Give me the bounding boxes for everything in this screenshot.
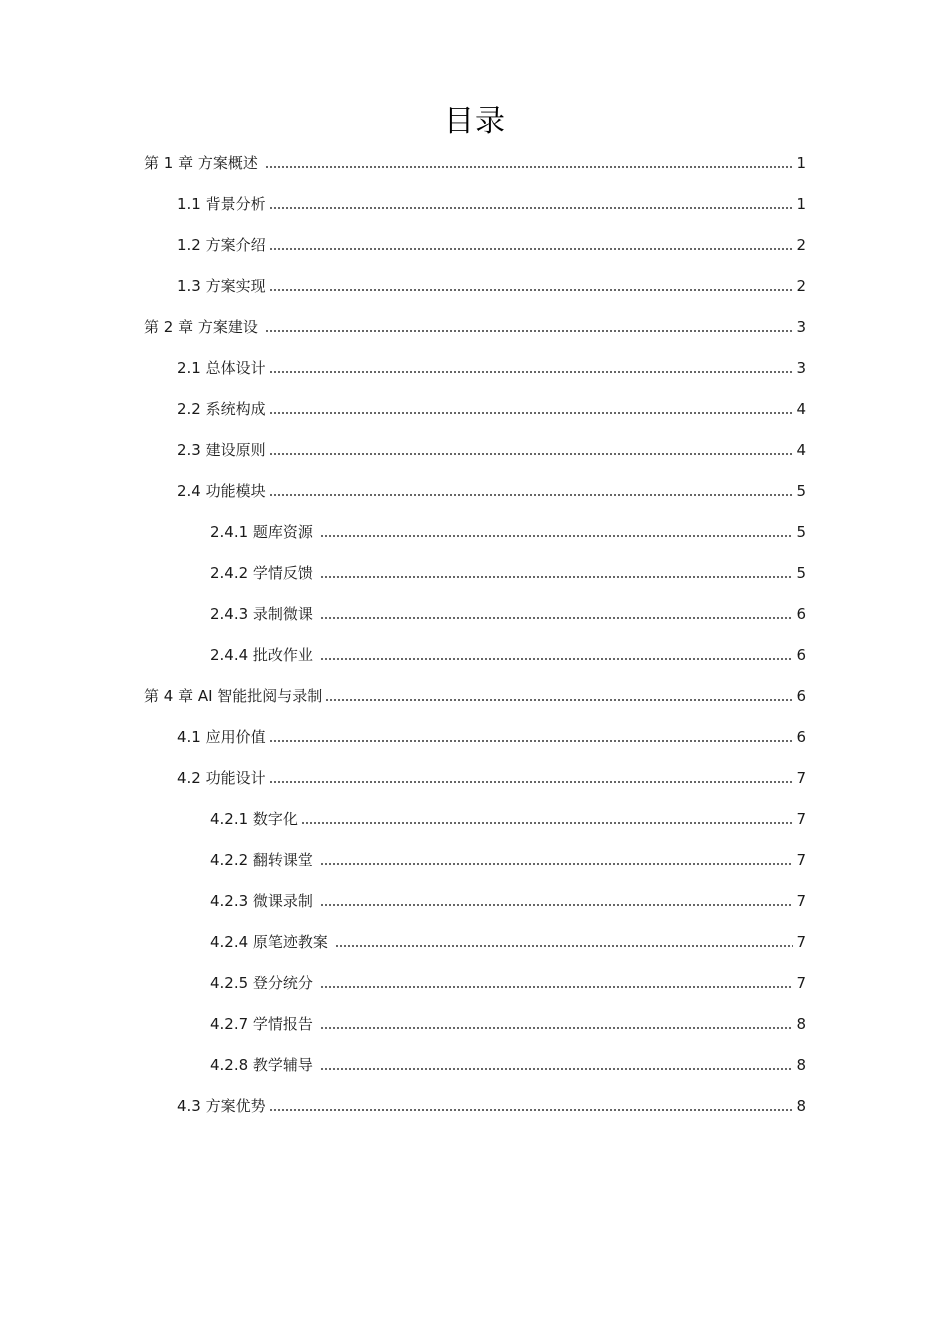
toc-entry-page: 7 xyxy=(796,851,806,869)
toc-entry-page: 4 xyxy=(796,400,806,418)
toc-entry-label: 4.2.4 原笔迹教案 xyxy=(210,933,328,951)
toc-entry-2-4-4[interactable] xyxy=(210,643,806,665)
toc-entry-label: 第 2 章 方案建设 xyxy=(144,318,258,336)
toc-entry-chapter-1[interactable] xyxy=(144,151,806,173)
dot-leader xyxy=(320,985,794,989)
toc-entry-page: 2 xyxy=(796,236,806,254)
toc-entry-1-3[interactable] xyxy=(177,274,806,296)
toc-entry-chapter-2[interactable] xyxy=(144,315,806,337)
toc-entry-4-2-5[interactable] xyxy=(210,971,806,993)
toc-entry-4-3[interactable] xyxy=(177,1094,806,1116)
toc-entry-label: 4.2.2 翻转课堂 xyxy=(210,851,313,869)
toc-entry-label: 4.3 方案优势 xyxy=(177,1097,266,1115)
dot-leader xyxy=(301,821,794,825)
toc-entry-4-2-4[interactable] xyxy=(210,930,806,952)
dot-leader xyxy=(269,780,794,784)
toc-entry-page: 3 xyxy=(796,318,806,336)
toc-entry-page: 2 xyxy=(796,277,806,295)
toc-entry-4-1[interactable] xyxy=(177,725,806,747)
dot-leader xyxy=(325,698,793,702)
toc-entry-page: 7 xyxy=(796,974,806,992)
toc-entry-page: 1 xyxy=(796,195,806,213)
toc-entry-4-2-1[interactable] xyxy=(210,807,806,829)
dot-leader xyxy=(320,534,794,538)
toc-entry-page: 4 xyxy=(796,441,806,459)
toc-entry-label: 第 4 章 AI 智能批阅与录制 xyxy=(144,687,323,705)
toc-entry-label: 2.1 总体设计 xyxy=(177,359,266,377)
dot-leader xyxy=(269,370,794,374)
dot-leader xyxy=(269,288,794,292)
dot-leader xyxy=(265,329,794,333)
toc-entry-2-4-3[interactable] xyxy=(210,602,806,624)
toc-entry-label: 1.2 方案介绍 xyxy=(177,236,266,254)
toc-entry-page: 8 xyxy=(796,1015,806,1033)
dot-leader xyxy=(320,1067,794,1071)
toc-entry-4-2[interactable] xyxy=(177,766,806,788)
toc-entry-page: 6 xyxy=(796,728,806,746)
toc-entry-page: 5 xyxy=(796,564,806,582)
dot-leader xyxy=(269,206,794,210)
dot-leader xyxy=(320,616,794,620)
dot-leader xyxy=(265,165,794,169)
toc-entry-label: 4.2.7 学情报告 xyxy=(210,1015,313,1033)
toc-entry-label: 4.2.3 微课录制 xyxy=(210,892,313,910)
toc-entry-page: 7 xyxy=(796,769,806,787)
toc-entry-label: 2.4.2 学情反馈 xyxy=(210,564,313,582)
toc-entry-1-1[interactable] xyxy=(177,192,806,214)
toc-entry-2-4-2[interactable] xyxy=(210,561,806,583)
toc-entry-label: 2.4.1 题库资源 xyxy=(210,523,313,541)
dot-leader xyxy=(269,411,794,415)
toc-entry-page: 6 xyxy=(796,646,806,664)
toc-entry-page: 5 xyxy=(796,523,806,541)
toc-entry-label: 4.2.1 数字化 xyxy=(210,810,298,828)
toc-entry-2-2[interactable] xyxy=(177,397,806,419)
dot-leader xyxy=(335,944,794,948)
dot-leader xyxy=(269,1108,794,1112)
toc-entry-page: 1 xyxy=(796,154,806,172)
toc-entry-4-2-7[interactable] xyxy=(210,1012,806,1034)
toc-entry-page: 7 xyxy=(796,810,806,828)
dot-leader xyxy=(269,493,794,497)
toc-entry-label: 2.4.4 批改作业 xyxy=(210,646,313,664)
toc-entry-1-2[interactable] xyxy=(177,233,806,255)
toc-entry-4-2-2[interactable] xyxy=(210,848,806,870)
toc-entry-2-4-1[interactable] xyxy=(210,520,806,542)
toc-entry-page: 5 xyxy=(796,482,806,500)
toc-entry-label: 2.2 系统构成 xyxy=(177,400,266,418)
dot-leader xyxy=(269,452,794,456)
dot-leader xyxy=(269,739,794,743)
toc-entry-label: 4.2.5 登分统分 xyxy=(210,974,313,992)
dot-leader xyxy=(269,247,794,251)
toc-entry-2-3[interactable] xyxy=(177,438,806,460)
toc-entry-page: 7 xyxy=(796,933,806,951)
toc-entry-label: 1.1 背景分析 xyxy=(177,195,266,213)
toc-entry-page: 6 xyxy=(796,605,806,623)
toc-entry-page: 8 xyxy=(796,1056,806,1074)
toc-entry-chapter-4[interactable] xyxy=(144,684,806,706)
toc-entry-4-2-3[interactable] xyxy=(210,889,806,911)
toc-entry-label: 4.2.8 教学辅导 xyxy=(210,1056,313,1074)
toc-entry-2-4[interactable] xyxy=(177,479,806,501)
toc-entry-label: 4.1 应用价值 xyxy=(177,728,266,746)
dot-leader xyxy=(320,903,794,907)
toc-entry-page: 6 xyxy=(796,687,806,705)
toc-entry-4-2-8[interactable] xyxy=(210,1053,806,1075)
dot-leader xyxy=(320,575,794,579)
toc-title: 目录 xyxy=(444,104,506,139)
toc-entry-page: 8 xyxy=(796,1097,806,1115)
toc-entry-label: 4.2 功能设计 xyxy=(177,769,266,787)
dot-leader xyxy=(320,657,794,661)
toc-entry-page: 7 xyxy=(796,892,806,910)
dot-leader xyxy=(320,1026,794,1030)
toc-entry-label: 2.4 功能模块 xyxy=(177,482,266,500)
dot-leader xyxy=(320,862,794,866)
toc-entry-label: 2.3 建设原则 xyxy=(177,441,266,459)
toc-entry-label: 第 1 章 方案概述 xyxy=(144,154,258,172)
toc-entry-label: 2.4.3 录制微课 xyxy=(210,605,313,623)
toc-entry-2-1[interactable] xyxy=(177,356,806,378)
toc-entry-label: 1.3 方案实现 xyxy=(177,277,266,295)
toc-entry-page: 3 xyxy=(796,359,806,377)
